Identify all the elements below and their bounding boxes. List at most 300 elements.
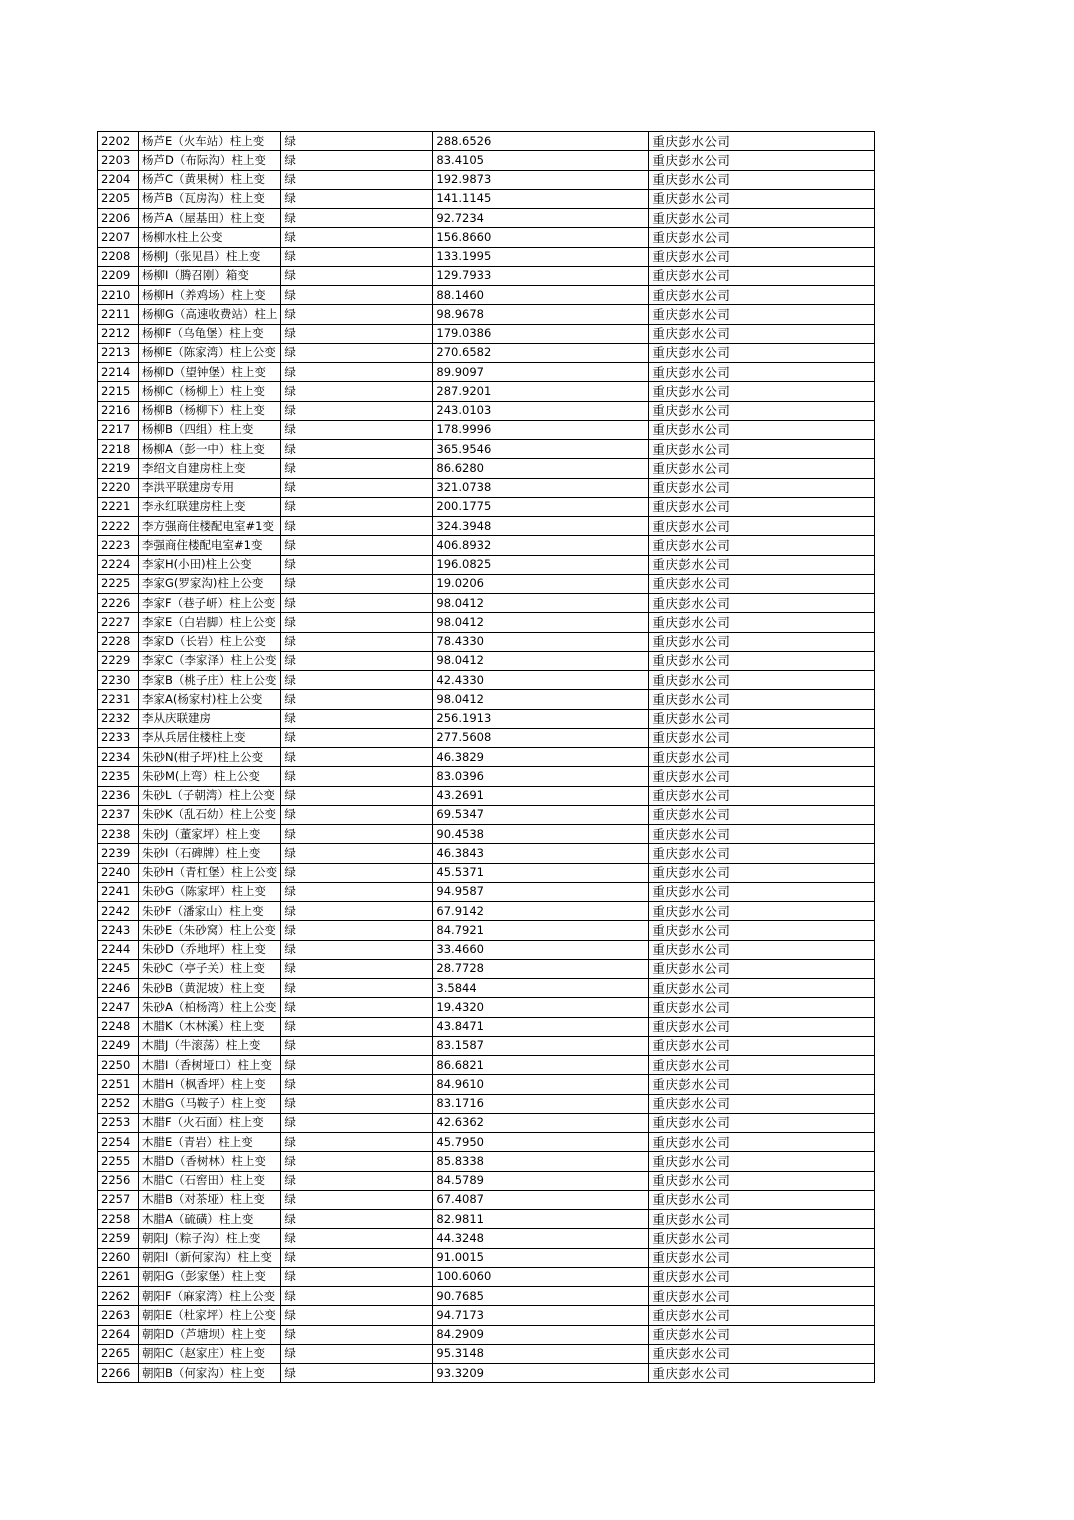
row-number-cell[interactable]: 2231	[98, 690, 139, 709]
status-cell[interactable]: 绿	[281, 382, 433, 401]
row-number-cell[interactable]: 2236	[98, 786, 139, 805]
status-cell[interactable]: 绿	[281, 305, 433, 324]
company-cell[interactable]: 重庆彭水公司	[649, 382, 875, 401]
device-name-cell[interactable]: 朱砂N(柑子坪)柱上公变	[139, 748, 281, 767]
status-cell[interactable]: 绿	[281, 1364, 433, 1383]
row-number-cell[interactable]: 2226	[98, 594, 139, 613]
row-number-cell[interactable]: 2240	[98, 863, 139, 882]
status-cell[interactable]: 绿	[281, 979, 433, 998]
company-cell[interactable]: 重庆彭水公司	[649, 266, 875, 285]
value-cell[interactable]: 98.0412	[433, 594, 649, 613]
device-name-cell[interactable]: 朱砂F（潘家山）柱上变	[139, 902, 281, 921]
company-cell[interactable]: 重庆彭水公司	[649, 1210, 875, 1229]
value-cell[interactable]: 287.9201	[433, 382, 649, 401]
row-number-cell[interactable]: 2249	[98, 1036, 139, 1055]
row-number-cell[interactable]: 2266	[98, 1364, 139, 1383]
company-cell[interactable]: 重庆彭水公司	[649, 401, 875, 420]
company-cell[interactable]: 重庆彭水公司	[649, 805, 875, 824]
row-number-cell[interactable]: 2230	[98, 671, 139, 690]
company-cell[interactable]: 重庆彭水公司	[649, 1364, 875, 1383]
value-cell[interactable]: 200.1775	[433, 497, 649, 516]
status-cell[interactable]: 绿	[281, 1171, 433, 1190]
row-number-cell[interactable]: 2238	[98, 825, 139, 844]
device-name-cell[interactable]: 木腊A（硫磺）柱上变	[139, 1210, 281, 1229]
device-name-cell[interactable]: 木腊E（青岩）柱上变	[139, 1133, 281, 1152]
row-number-cell[interactable]: 2205	[98, 189, 139, 208]
value-cell[interactable]: 69.5347	[433, 805, 649, 824]
value-cell[interactable]: 243.0103	[433, 401, 649, 420]
device-name-cell[interactable]: 杨芦C（黄果树）柱上变	[139, 170, 281, 189]
device-name-cell[interactable]: 朱砂D（乔地坪）柱上变	[139, 940, 281, 959]
device-name-cell[interactable]: 朱砂E（朱砂窝）柱上公变	[139, 921, 281, 940]
value-cell[interactable]: 98.0412	[433, 651, 649, 670]
status-cell[interactable]: 绿	[281, 921, 433, 940]
row-number-cell[interactable]: 2202	[98, 132, 139, 151]
status-cell[interactable]: 绿	[281, 517, 433, 536]
value-cell[interactable]: 45.7950	[433, 1133, 649, 1152]
status-cell[interactable]: 绿	[281, 555, 433, 574]
company-cell[interactable]: 重庆彭水公司	[649, 1113, 875, 1132]
company-cell[interactable]: 重庆彭水公司	[649, 1094, 875, 1113]
status-cell[interactable]: 绿	[281, 459, 433, 478]
status-cell[interactable]: 绿	[281, 209, 433, 228]
status-cell[interactable]: 绿	[281, 1267, 433, 1286]
device-name-cell[interactable]: 杨柳J（张见昌）柱上变	[139, 247, 281, 266]
value-cell[interactable]: 83.0396	[433, 767, 649, 786]
company-cell[interactable]: 重庆彭水公司	[649, 728, 875, 747]
row-number-cell[interactable]: 2253	[98, 1113, 139, 1132]
status-cell[interactable]: 绿	[281, 671, 433, 690]
company-cell[interactable]: 重庆彭水公司	[649, 651, 875, 670]
company-cell[interactable]: 重庆彭水公司	[649, 497, 875, 516]
status-cell[interactable]: 绿	[281, 401, 433, 420]
company-cell[interactable]: 重庆彭水公司	[649, 1190, 875, 1209]
company-cell[interactable]: 重庆彭水公司	[649, 1152, 875, 1171]
company-cell[interactable]: 重庆彭水公司	[649, 998, 875, 1017]
company-cell[interactable]: 重庆彭水公司	[649, 786, 875, 805]
row-number-cell[interactable]: 2251	[98, 1075, 139, 1094]
row-number-cell[interactable]: 2252	[98, 1094, 139, 1113]
value-cell[interactable]: 133.1995	[433, 247, 649, 266]
status-cell[interactable]: 绿	[281, 1036, 433, 1055]
status-cell[interactable]: 绿	[281, 420, 433, 439]
company-cell[interactable]: 重庆彭水公司	[649, 1133, 875, 1152]
status-cell[interactable]: 绿	[281, 1056, 433, 1075]
device-name-cell[interactable]: 朱砂L（子朝湾）柱上公变	[139, 786, 281, 805]
value-cell[interactable]: 90.7685	[433, 1287, 649, 1306]
company-cell[interactable]: 重庆彭水公司	[649, 478, 875, 497]
device-name-cell[interactable]: 朝阳I（新何家沟）柱上变	[139, 1248, 281, 1267]
company-cell[interactable]: 重庆彭水公司	[649, 170, 875, 189]
value-cell[interactable]: 83.1716	[433, 1094, 649, 1113]
status-cell[interactable]: 绿	[281, 440, 433, 459]
value-cell[interactable]: 42.4330	[433, 671, 649, 690]
company-cell[interactable]: 重庆彭水公司	[649, 1036, 875, 1055]
status-cell[interactable]: 绿	[281, 940, 433, 959]
row-number-cell[interactable]: 2218	[98, 440, 139, 459]
device-name-cell[interactable]: 李家F（巷子岍）柱上公变	[139, 594, 281, 613]
status-cell[interactable]: 绿	[281, 690, 433, 709]
device-name-cell[interactable]: 杨柳水柱上公变	[139, 228, 281, 247]
value-cell[interactable]: 324.3948	[433, 517, 649, 536]
value-cell[interactable]: 43.8471	[433, 1017, 649, 1036]
company-cell[interactable]: 重庆彭水公司	[649, 748, 875, 767]
company-cell[interactable]: 重庆彭水公司	[649, 555, 875, 574]
row-number-cell[interactable]: 2221	[98, 497, 139, 516]
device-name-cell[interactable]: 朱砂G（陈家坪）柱上变	[139, 882, 281, 901]
status-cell[interactable]: 绿	[281, 189, 433, 208]
company-cell[interactable]: 重庆彭水公司	[649, 767, 875, 786]
row-number-cell[interactable]: 2234	[98, 748, 139, 767]
device-name-cell[interactable]: 李洪平联建房专用	[139, 478, 281, 497]
company-cell[interactable]: 重庆彭水公司	[649, 594, 875, 613]
row-number-cell[interactable]: 2247	[98, 998, 139, 1017]
row-number-cell[interactable]: 2248	[98, 1017, 139, 1036]
status-cell[interactable]: 绿	[281, 1133, 433, 1152]
status-cell[interactable]: 绿	[281, 1152, 433, 1171]
value-cell[interactable]: 365.9546	[433, 440, 649, 459]
status-cell[interactable]: 绿	[281, 228, 433, 247]
device-name-cell[interactable]: 李方强商住楼配电室#1变	[139, 517, 281, 536]
row-number-cell[interactable]: 2220	[98, 478, 139, 497]
device-name-cell[interactable]: 杨芦E（火车站）柱上变	[139, 132, 281, 151]
company-cell[interactable]: 重庆彭水公司	[649, 151, 875, 170]
value-cell[interactable]: 78.4330	[433, 632, 649, 651]
company-cell[interactable]: 重庆彭水公司	[649, 882, 875, 901]
device-name-cell[interactable]: 朝阳E（杜家坪）柱上公变	[139, 1306, 281, 1325]
status-cell[interactable]: 绿	[281, 594, 433, 613]
company-cell[interactable]: 重庆彭水公司	[649, 132, 875, 151]
status-cell[interactable]: 绿	[281, 1287, 433, 1306]
company-cell[interactable]: 重庆彭水公司	[649, 1306, 875, 1325]
value-cell[interactable]: 67.9142	[433, 902, 649, 921]
row-number-cell[interactable]: 2257	[98, 1190, 139, 1209]
value-cell[interactable]: 19.0206	[433, 574, 649, 593]
row-number-cell[interactable]: 2241	[98, 882, 139, 901]
value-cell[interactable]: 94.9587	[433, 882, 649, 901]
device-name-cell[interactable]: 朝阳F（麻家湾）柱上公变	[139, 1287, 281, 1306]
row-number-cell[interactable]: 2258	[98, 1210, 139, 1229]
device-name-cell[interactable]: 李家H(小田)柱上公变	[139, 555, 281, 574]
row-number-cell[interactable]: 2229	[98, 651, 139, 670]
status-cell[interactable]: 绿	[281, 497, 433, 516]
row-number-cell[interactable]: 2260	[98, 1248, 139, 1267]
device-name-cell[interactable]: 杨柳F（乌龟堡）柱上变	[139, 324, 281, 343]
company-cell[interactable]: 重庆彭水公司	[649, 1248, 875, 1267]
status-cell[interactable]: 绿	[281, 1017, 433, 1036]
value-cell[interactable]: 90.4538	[433, 825, 649, 844]
status-cell[interactable]: 绿	[281, 1325, 433, 1344]
value-cell[interactable]: 3.5844	[433, 979, 649, 998]
value-cell[interactable]: 98.9678	[433, 305, 649, 324]
device-name-cell[interactable]: 木腊C（石窖田）柱上变	[139, 1171, 281, 1190]
row-number-cell[interactable]: 2232	[98, 709, 139, 728]
device-name-cell[interactable]: 李从兵居住楼柱上变	[139, 728, 281, 747]
value-cell[interactable]: 277.5608	[433, 728, 649, 747]
row-number-cell[interactable]: 2206	[98, 209, 139, 228]
company-cell[interactable]: 重庆彭水公司	[649, 1171, 875, 1190]
row-number-cell[interactable]: 2209	[98, 266, 139, 285]
row-number-cell[interactable]: 2254	[98, 1133, 139, 1152]
status-cell[interactable]: 绿	[281, 574, 433, 593]
value-cell[interactable]: 129.7933	[433, 266, 649, 285]
status-cell[interactable]: 绿	[281, 805, 433, 824]
value-cell[interactable]: 89.9097	[433, 363, 649, 382]
value-cell[interactable]: 67.4087	[433, 1190, 649, 1209]
company-cell[interactable]: 重庆彭水公司	[649, 825, 875, 844]
value-cell[interactable]: 91.0015	[433, 1248, 649, 1267]
company-cell[interactable]: 重庆彭水公司	[649, 343, 875, 362]
status-cell[interactable]: 绿	[281, 1229, 433, 1248]
status-cell[interactable]: 绿	[281, 1306, 433, 1325]
device-name-cell[interactable]: 朱砂I（石碑牌）柱上变	[139, 844, 281, 863]
value-cell[interactable]: 88.1460	[433, 286, 649, 305]
company-cell[interactable]: 重庆彭水公司	[649, 440, 875, 459]
device-name-cell[interactable]: 朱砂A（柏杨湾）柱上公变	[139, 998, 281, 1017]
company-cell[interactable]: 重庆彭水公司	[649, 1325, 875, 1344]
row-number-cell[interactable]: 2239	[98, 844, 139, 863]
value-cell[interactable]: 83.1587	[433, 1036, 649, 1055]
company-cell[interactable]: 重庆彭水公司	[649, 459, 875, 478]
company-cell[interactable]: 重庆彭水公司	[649, 1075, 875, 1094]
device-name-cell[interactable]: 杨芦A（屋基田）柱上变	[139, 209, 281, 228]
status-cell[interactable]: 绿	[281, 882, 433, 901]
company-cell[interactable]: 重庆彭水公司	[649, 940, 875, 959]
device-name-cell[interactable]: 李家G(罗家沟)柱上公变	[139, 574, 281, 593]
value-cell[interactable]: 28.7728	[433, 959, 649, 978]
row-number-cell[interactable]: 2223	[98, 536, 139, 555]
company-cell[interactable]: 重庆彭水公司	[649, 709, 875, 728]
row-number-cell[interactable]: 2243	[98, 921, 139, 940]
device-name-cell[interactable]: 李家C（李家泽）柱上公变	[139, 651, 281, 670]
company-cell[interactable]: 重庆彭水公司	[649, 921, 875, 940]
device-name-cell[interactable]: 朝阳D（芦塘坝）柱上变	[139, 1325, 281, 1344]
device-name-cell[interactable]: 李家A(杨家村)柱上公变	[139, 690, 281, 709]
device-name-cell[interactable]: 朱砂K（乱石幼）柱上公变	[139, 805, 281, 824]
company-cell[interactable]: 重庆彭水公司	[649, 863, 875, 882]
value-cell[interactable]: 270.6582	[433, 343, 649, 362]
device-name-cell[interactable]: 杨柳C（杨柳上）柱上变	[139, 382, 281, 401]
value-cell[interactable]: 178.9996	[433, 420, 649, 439]
company-cell[interactable]: 重庆彭水公司	[649, 536, 875, 555]
status-cell[interactable]: 绿	[281, 132, 433, 151]
row-number-cell[interactable]: 2207	[98, 228, 139, 247]
company-cell[interactable]: 重庆彭水公司	[649, 305, 875, 324]
company-cell[interactable]: 重庆彭水公司	[649, 228, 875, 247]
device-name-cell[interactable]: 木腊G（马鞍子）柱上变	[139, 1094, 281, 1113]
company-cell[interactable]: 重庆彭水公司	[649, 959, 875, 978]
device-name-cell[interactable]: 木腊D（香树林）柱上变	[139, 1152, 281, 1171]
status-cell[interactable]: 绿	[281, 1113, 433, 1132]
value-cell[interactable]: 192.9873	[433, 170, 649, 189]
status-cell[interactable]: 绿	[281, 613, 433, 632]
value-cell[interactable]: 84.7921	[433, 921, 649, 940]
row-number-cell[interactable]: 2246	[98, 979, 139, 998]
status-cell[interactable]: 绿	[281, 478, 433, 497]
value-cell[interactable]: 98.0412	[433, 613, 649, 632]
row-number-cell[interactable]: 2216	[98, 401, 139, 420]
row-number-cell[interactable]: 2245	[98, 959, 139, 978]
company-cell[interactable]: 重庆彭水公司	[649, 209, 875, 228]
company-cell[interactable]: 重庆彭水公司	[649, 1017, 875, 1036]
row-number-cell[interactable]: 2250	[98, 1056, 139, 1075]
company-cell[interactable]: 重庆彭水公司	[649, 844, 875, 863]
value-cell[interactable]: 156.8660	[433, 228, 649, 247]
status-cell[interactable]: 绿	[281, 728, 433, 747]
device-name-cell[interactable]: 李家D（长岩）柱上公变	[139, 632, 281, 651]
status-cell[interactable]: 绿	[281, 1190, 433, 1209]
status-cell[interactable]: 绿	[281, 632, 433, 651]
row-number-cell[interactable]: 2204	[98, 170, 139, 189]
row-number-cell[interactable]: 2212	[98, 324, 139, 343]
device-name-cell[interactable]: 木腊I（香树垭口）柱上变	[139, 1056, 281, 1075]
device-name-cell[interactable]: 李强商住楼配电室#1变	[139, 536, 281, 555]
row-number-cell[interactable]: 2222	[98, 517, 139, 536]
device-name-cell[interactable]: 杨柳A（彭一中）柱上变	[139, 440, 281, 459]
value-cell[interactable]: 45.5371	[433, 863, 649, 882]
device-name-cell[interactable]: 杨柳B（杨柳下）柱上变	[139, 401, 281, 420]
status-cell[interactable]: 绿	[281, 1210, 433, 1229]
value-cell[interactable]: 82.9811	[433, 1210, 649, 1229]
device-name-cell[interactable]: 朝阳G（彭家堡）柱上变	[139, 1267, 281, 1286]
value-cell[interactable]: 92.7234	[433, 209, 649, 228]
row-number-cell[interactable]: 2262	[98, 1287, 139, 1306]
row-number-cell[interactable]: 2242	[98, 902, 139, 921]
row-number-cell[interactable]: 2259	[98, 1229, 139, 1248]
row-number-cell[interactable]: 2210	[98, 286, 139, 305]
row-number-cell[interactable]: 2215	[98, 382, 139, 401]
status-cell[interactable]: 绿	[281, 786, 433, 805]
row-number-cell[interactable]: 2235	[98, 767, 139, 786]
row-number-cell[interactable]: 2237	[98, 805, 139, 824]
status-cell[interactable]: 绿	[281, 709, 433, 728]
row-number-cell[interactable]: 2256	[98, 1171, 139, 1190]
status-cell[interactable]: 绿	[281, 1344, 433, 1363]
status-cell[interactable]: 绿	[281, 902, 433, 921]
status-cell[interactable]: 绿	[281, 998, 433, 1017]
company-cell[interactable]: 重庆彭水公司	[649, 574, 875, 593]
company-cell[interactable]: 重庆彭水公司	[649, 979, 875, 998]
status-cell[interactable]: 绿	[281, 324, 433, 343]
row-number-cell[interactable]: 2213	[98, 343, 139, 362]
status-cell[interactable]: 绿	[281, 266, 433, 285]
value-cell[interactable]: 321.0738	[433, 478, 649, 497]
row-number-cell[interactable]: 2203	[98, 151, 139, 170]
device-name-cell[interactable]: 杨芦B（瓦房沟）柱上变	[139, 189, 281, 208]
value-cell[interactable]: 100.6060	[433, 1267, 649, 1286]
status-cell[interactable]: 绿	[281, 1094, 433, 1113]
status-cell[interactable]: 绿	[281, 844, 433, 863]
company-cell[interactable]: 重庆彭水公司	[649, 1267, 875, 1286]
value-cell[interactable]: 256.1913	[433, 709, 649, 728]
device-name-cell[interactable]: 杨柳H（养鸡场）柱上变	[139, 286, 281, 305]
status-cell[interactable]: 绿	[281, 247, 433, 266]
row-number-cell[interactable]: 2211	[98, 305, 139, 324]
row-number-cell[interactable]: 2224	[98, 555, 139, 574]
device-name-cell[interactable]: 杨柳E（陈家湾）柱上公变	[139, 343, 281, 362]
status-cell[interactable]: 绿	[281, 863, 433, 882]
device-name-cell[interactable]: 朱砂J（董家坪）柱上变	[139, 825, 281, 844]
value-cell[interactable]: 46.3829	[433, 748, 649, 767]
device-name-cell[interactable]: 木腊H（枫香坪）柱上变	[139, 1075, 281, 1094]
status-cell[interactable]: 绿	[281, 343, 433, 362]
company-cell[interactable]: 重庆彭水公司	[649, 420, 875, 439]
row-number-cell[interactable]: 2255	[98, 1152, 139, 1171]
status-cell[interactable]: 绿	[281, 536, 433, 555]
device-name-cell[interactable]: 朝阳J（粽子沟）柱上变	[139, 1229, 281, 1248]
device-name-cell[interactable]: 杨芦D（布际沟）柱上变	[139, 151, 281, 170]
company-cell[interactable]: 重庆彭水公司	[649, 1344, 875, 1363]
device-name-cell[interactable]: 木腊F（火石面）柱上变	[139, 1113, 281, 1132]
row-number-cell[interactable]: 2208	[98, 247, 139, 266]
status-cell[interactable]: 绿	[281, 767, 433, 786]
value-cell[interactable]: 94.7173	[433, 1306, 649, 1325]
row-number-cell[interactable]: 2227	[98, 613, 139, 632]
device-name-cell[interactable]: 杨柳G（高速收费站）柱上	[139, 305, 281, 324]
company-cell[interactable]: 重庆彭水公司	[649, 324, 875, 343]
value-cell[interactable]: 84.2909	[433, 1325, 649, 1344]
device-name-cell[interactable]: 朱砂H（青杠堡）柱上公变	[139, 863, 281, 882]
company-cell[interactable]: 重庆彭水公司	[649, 247, 875, 266]
value-cell[interactable]: 46.3843	[433, 844, 649, 863]
value-cell[interactable]: 33.4660	[433, 940, 649, 959]
value-cell[interactable]: 84.5789	[433, 1171, 649, 1190]
device-name-cell[interactable]: 朱砂B（黄泥坡）柱上变	[139, 979, 281, 998]
value-cell[interactable]: 43.2691	[433, 786, 649, 805]
status-cell[interactable]: 绿	[281, 959, 433, 978]
status-cell[interactable]: 绿	[281, 151, 433, 170]
device-name-cell[interactable]: 朝阳B（何家沟）柱上变	[139, 1364, 281, 1383]
value-cell[interactable]: 42.6362	[433, 1113, 649, 1132]
device-name-cell[interactable]: 李绍文自建房柱上变	[139, 459, 281, 478]
device-name-cell[interactable]: 木腊J（牛滚荡）柱上变	[139, 1036, 281, 1055]
status-cell[interactable]: 绿	[281, 748, 433, 767]
device-name-cell[interactable]: 李永红联建房柱上变	[139, 497, 281, 516]
row-number-cell[interactable]: 2244	[98, 940, 139, 959]
status-cell[interactable]: 绿	[281, 1075, 433, 1094]
row-number-cell[interactable]: 2265	[98, 1344, 139, 1363]
device-name-cell[interactable]: 杨柳I（腾召刚）箱变	[139, 266, 281, 285]
value-cell[interactable]: 86.6280	[433, 459, 649, 478]
row-number-cell[interactable]: 2233	[98, 728, 139, 747]
company-cell[interactable]: 重庆彭水公司	[649, 517, 875, 536]
status-cell[interactable]: 绿	[281, 170, 433, 189]
value-cell[interactable]: 406.8932	[433, 536, 649, 555]
status-cell[interactable]: 绿	[281, 286, 433, 305]
company-cell[interactable]: 重庆彭水公司	[649, 902, 875, 921]
device-name-cell[interactable]: 李家E（白岩脚）柱上公变	[139, 613, 281, 632]
company-cell[interactable]: 重庆彭水公司	[649, 690, 875, 709]
row-number-cell[interactable]: 2263	[98, 1306, 139, 1325]
company-cell[interactable]: 重庆彭水公司	[649, 1056, 875, 1075]
value-cell[interactable]: 288.6526	[433, 132, 649, 151]
company-cell[interactable]: 重庆彭水公司	[649, 286, 875, 305]
value-cell[interactable]: 83.4105	[433, 151, 649, 170]
value-cell[interactable]: 141.1145	[433, 189, 649, 208]
company-cell[interactable]: 重庆彭水公司	[649, 671, 875, 690]
device-name-cell[interactable]: 杨柳D（望钟堡）柱上变	[139, 363, 281, 382]
status-cell[interactable]: 绿	[281, 825, 433, 844]
device-name-cell[interactable]: 李家B（桃子庄）柱上公变	[139, 671, 281, 690]
company-cell[interactable]: 重庆彭水公司	[649, 1229, 875, 1248]
value-cell[interactable]: 93.3209	[433, 1364, 649, 1383]
company-cell[interactable]: 重庆彭水公司	[649, 632, 875, 651]
value-cell[interactable]: 85.8338	[433, 1152, 649, 1171]
value-cell[interactable]: 196.0825	[433, 555, 649, 574]
value-cell[interactable]: 19.4320	[433, 998, 649, 1017]
device-name-cell[interactable]: 朱砂M(上弯）柱上公变	[139, 767, 281, 786]
status-cell[interactable]: 绿	[281, 363, 433, 382]
